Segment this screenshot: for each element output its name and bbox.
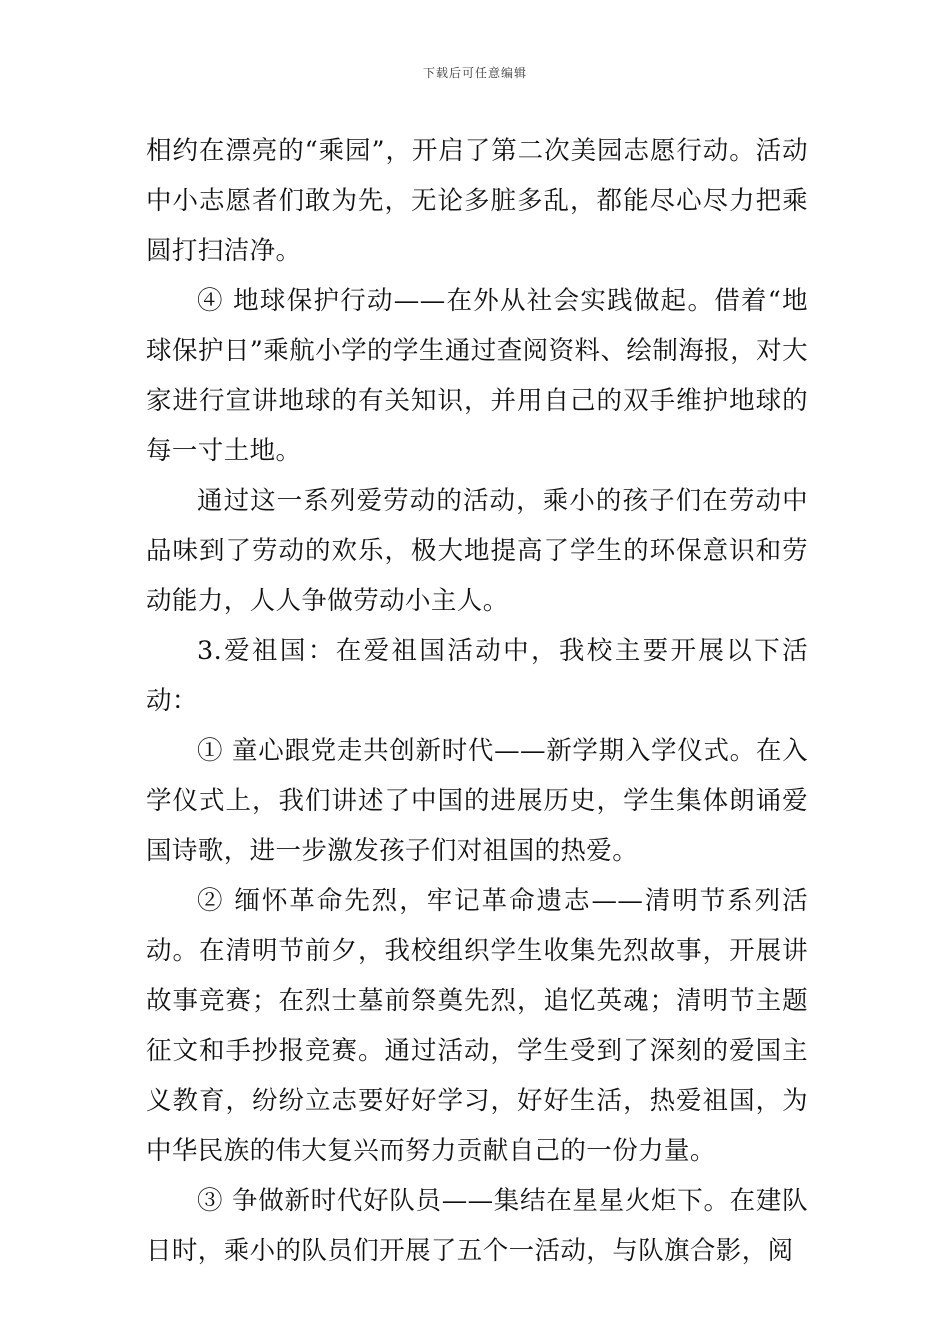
paragraph-enrollment-ceremony: ① 童心跟党走共创新时代——新学期入学仪式。在入学仪式上，我们讲述了中国的进展历史，学生集体朗诵爱国诗歌，进一步激发孩子们对祖国的热爱。 bbox=[146, 736, 808, 866]
paragraph-young-pioneers: ③ 争做新时代好队员——集结在星星火炬下。在建队日时，乘小的队员们开展了五个一活动，与队旗合影，阅 bbox=[146, 1186, 808, 1266]
paragraph-love-motherland-heading: 3.爱祖国：在爱祖国活动中，我校主要开展以下活动： bbox=[146, 636, 808, 716]
paragraph-qingming-activities: ② 缅怀革命先烈，牢记革命遗志——清明节系列活动。在清明节前夕，我校组织学生收集先烈故事，开展讲故事竞赛；在烈士墓前祭奠先烈，追忆英魂；清明节主题征文和手抄报竞赛。通过活动，学生受到了深刻的爱国主义教育，纷纷立志要好好学习，好好生活，热爱祖国，为中华民族的伟大复兴而努力贡献自己的一份力量。 bbox=[146, 886, 808, 1166]
page-header: 下载后可任意编辑 bbox=[422, 66, 527, 80]
paragraph-earth-protection: ④ 地球保护行动——在外从社会实践做起。借着“地球保护日”乘航小学的学生通过查阅资料、绘制海报，对大家进行宣讲地球的有关知识，并用自己的双手维护地球的每一寸土地。 bbox=[146, 286, 808, 466]
document-body bbox=[146, 126, 808, 1276]
paragraph-labor-summary: 通过这一系列爱劳动的活动，乘小的孩子们在劳动中品味到了劳动的欢乐，极大地提高了学生的环保意识和劳动能力，人人争做劳动小主人。 bbox=[146, 486, 808, 616]
paragraph-continuation: 相约在漂亮的“乘园”，开启了第二次美园志愿行动。活动中小志愿者们敢为先，无论多脏多乱，都能尽心尽力把乘圆打扫洁净。 bbox=[146, 136, 808, 266]
